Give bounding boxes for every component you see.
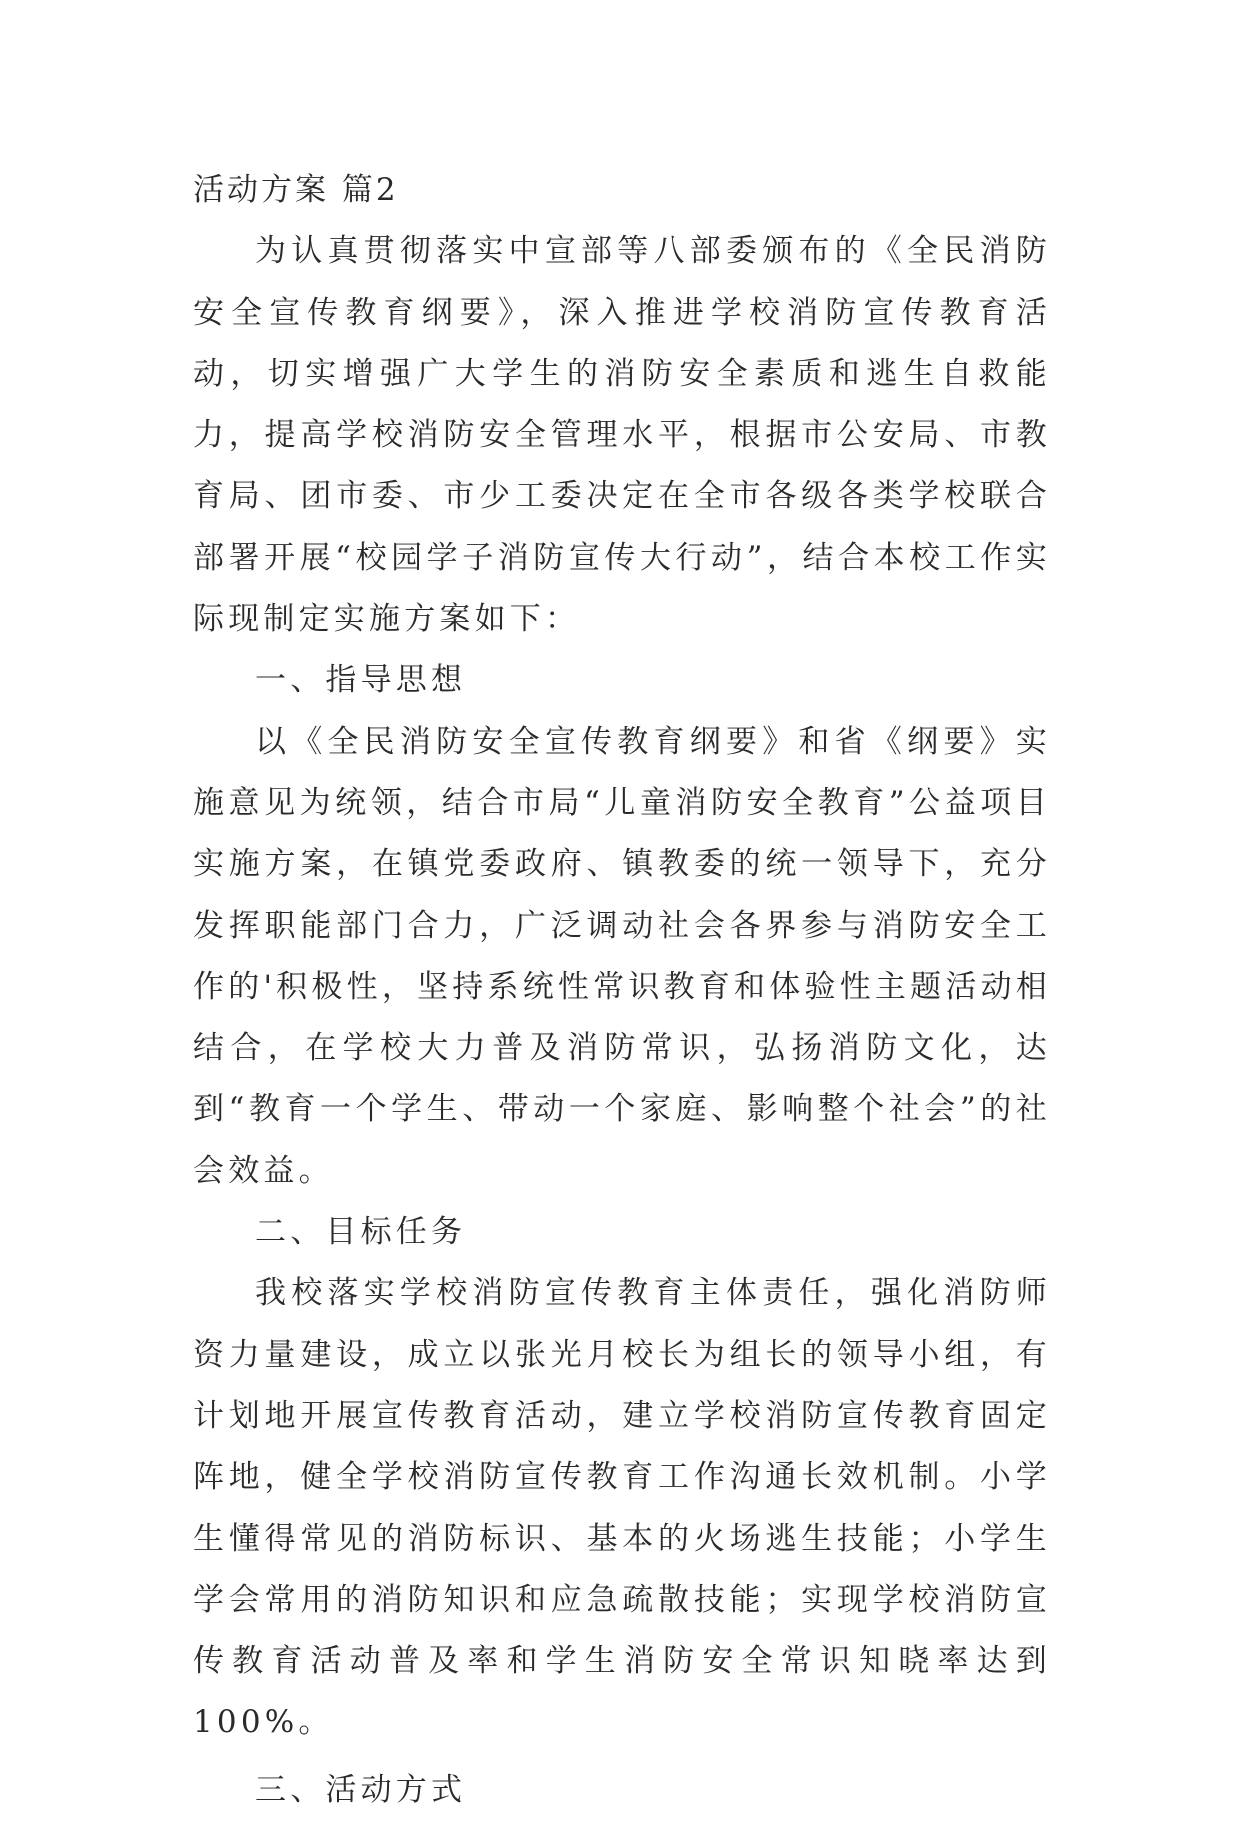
paragraph-guiding-ideology: 以《全民消防安全宣传教育纲要》和省《纲要》实施意见为统领，结合市局“儿童消防安全教育”公益项目实施方案，在镇党委政府、镇教委的统一领导下，充分发挥职能部门合力，广泛调动社会各界参与消防安全工作的'积极性，坚持系统性常识教育和体验性主题活动相结合，在学校大力普及消防常识，弘扬消防文化，达到“教育一个学生、带动一个家庭、影响整个社会”的社会效益。 [193, 723, 1051, 1189]
document-body [193, 160, 1051, 1821]
document-title: 活动方案 篇2 [193, 172, 399, 208]
section-heading-goals-tasks: 二、目标任务 [255, 1214, 467, 1251]
section-heading-activity-methods: 三、活动方式 [255, 1771, 467, 1808]
paragraph-intro: 为认真贯彻落实中宣部等八部委颁布的《全民消防安全宣传教育纲要》，深入推进学校消防宣传教育活动，切实增强广大学生的消防安全素质和逃生自救能力，提高学校消防安全管理水平，根据市公安局、市教育局、团市委、市少工委决定在全市各级各类学校联合部署开展“校园学子消防宣传大行动”，结合本校工作实际现制定实施方案如下： [193, 233, 1051, 638]
paragraph-goals-tasks: 我校落实学校消防宣传教育主体责任，强化消防师资力量建设，成立以张光月校长为组长的领导小组，有计划地开展宣传教育活动，建立学校消防宣传教育固定阵地，健全学校消防宣传教育工作沟通长效机制。小学生懂得常见的消防标识、基本的火场逃生技能；小学生学会常用的消防知识和应急疏散技能；实现学校消防宣传教育活动普及率和学生消防安全常识知晓率达到100%。 [193, 1275, 1051, 1741]
section-heading-guiding-ideology: 一、指导思想 [255, 662, 467, 699]
